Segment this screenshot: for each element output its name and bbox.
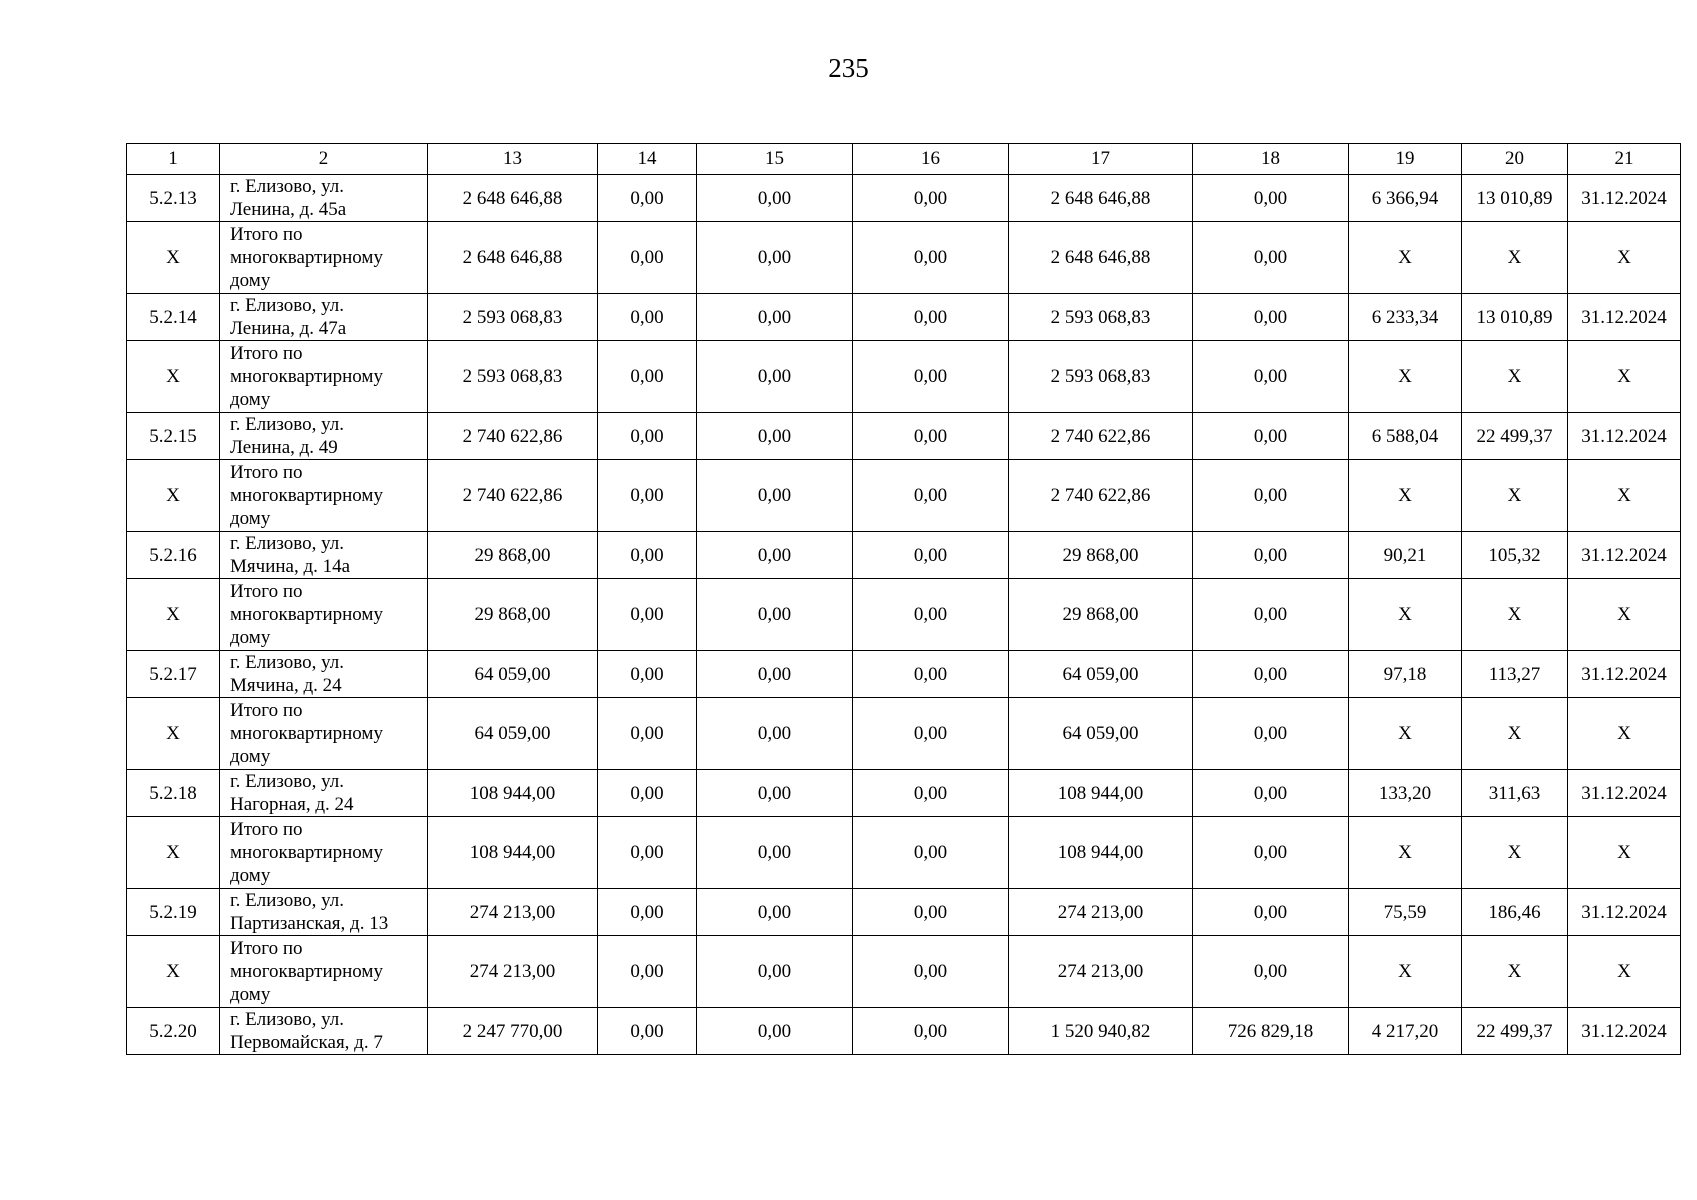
value-cell-17: 274 213,00	[1009, 889, 1193, 936]
value-cell-16: 0,00	[853, 770, 1009, 817]
value-cell-21: 31.12.2024	[1568, 175, 1681, 222]
value-cell-21: X	[1568, 222, 1681, 294]
data-table	[126, 143, 1681, 1055]
value-cell-15: 0,00	[697, 698, 853, 770]
value-cell-20: 311,63	[1462, 770, 1568, 817]
value-cell-21: 31.12.2024	[1568, 294, 1681, 341]
value-cell-14: 0,00	[598, 698, 697, 770]
address-line: дому	[230, 389, 271, 410]
value-cell-20: X	[1462, 817, 1568, 889]
value-cell-20: 22 499,37	[1462, 413, 1568, 460]
value-cell-19: X	[1349, 341, 1462, 413]
row-number-cell: 5.2.15	[127, 413, 220, 460]
value-cell-18: 0,00	[1193, 460, 1349, 532]
value-cell-14: 0,00	[598, 579, 697, 651]
value-cell-18: 0,00	[1193, 175, 1349, 222]
address-line: многоквартирному	[230, 961, 383, 982]
header-cell: 19	[1349, 144, 1462, 175]
row-number-cell: 5.2.18	[127, 770, 220, 817]
address-line: Итого по	[230, 819, 303, 840]
value-cell-17: 29 868,00	[1009, 579, 1193, 651]
value-cell-14: 0,00	[598, 341, 697, 413]
value-cell-16: 0,00	[853, 698, 1009, 770]
value-cell-15: 0,00	[697, 579, 853, 651]
total-row	[127, 341, 1681, 413]
value-cell-20: X	[1462, 341, 1568, 413]
address-cell	[220, 1008, 428, 1055]
table-row	[127, 651, 1681, 698]
address-line: Ленина, д. 45а	[230, 199, 347, 220]
row-number-cell: X	[127, 698, 220, 770]
value-cell-21: 31.12.2024	[1568, 1008, 1681, 1055]
value-cell-15: 0,00	[697, 651, 853, 698]
value-cell-16: 0,00	[853, 413, 1009, 460]
value-cell-18: 0,00	[1193, 532, 1349, 579]
value-cell-17: 2 593 068,83	[1009, 294, 1193, 341]
value-cell-14: 0,00	[598, 817, 697, 889]
value-cell-20: X	[1462, 698, 1568, 770]
address-line: Итого по	[230, 224, 303, 245]
value-cell-21: X	[1568, 579, 1681, 651]
value-cell-19: 6 588,04	[1349, 413, 1462, 460]
address-line: Итого по	[230, 343, 303, 364]
value-cell-14: 0,00	[598, 936, 697, 1008]
address-line: Итого по	[230, 938, 303, 959]
header-cell: 17	[1009, 144, 1193, 175]
table-row	[127, 1008, 1681, 1055]
total-row	[127, 460, 1681, 532]
address-line: г. Елизово, ул.	[230, 1009, 345, 1030]
address-cell	[220, 579, 428, 651]
row-number-cell: 5.2.13	[127, 175, 220, 222]
row-number-cell: X	[127, 341, 220, 413]
value-cell-15: 0,00	[697, 222, 853, 294]
address-line: Итого по	[230, 462, 303, 483]
value-cell-16: 0,00	[853, 889, 1009, 936]
header-cell: 2	[220, 144, 428, 175]
address-line: Итого по	[230, 581, 303, 602]
address-line: дому	[230, 746, 271, 767]
address-line: г. Елизово, ул.	[230, 176, 345, 197]
header-cell: 16	[853, 144, 1009, 175]
total-row	[127, 579, 1681, 651]
header-cell: 21	[1568, 144, 1681, 175]
value-cell-16: 0,00	[853, 222, 1009, 294]
header-cell: 20	[1462, 144, 1568, 175]
value-cell-13: 274 213,00	[428, 889, 598, 936]
value-cell-17: 108 944,00	[1009, 770, 1193, 817]
value-cell-13: 64 059,00	[428, 651, 598, 698]
row-number-cell: 5.2.17	[127, 651, 220, 698]
table-row	[127, 770, 1681, 817]
value-cell-19: X	[1349, 222, 1462, 294]
value-cell-13: 2 593 068,83	[428, 341, 598, 413]
address-line: Мячина, д. 14а	[230, 556, 351, 577]
address-line: г. Елизово, ул.	[230, 771, 345, 792]
value-cell-19: X	[1349, 460, 1462, 532]
value-cell-13: 64 059,00	[428, 698, 598, 770]
address-line: Мячина, д. 24	[230, 675, 342, 696]
table-body	[127, 144, 1681, 1055]
address-line: г. Елизово, ул.	[230, 533, 345, 554]
value-cell-14: 0,00	[598, 175, 697, 222]
value-cell-15: 0,00	[697, 889, 853, 936]
address-line: многоквартирному	[230, 366, 383, 387]
value-cell-21: 31.12.2024	[1568, 413, 1681, 460]
value-cell-17: 64 059,00	[1009, 651, 1193, 698]
value-cell-16: 0,00	[853, 460, 1009, 532]
value-cell-20: X	[1462, 222, 1568, 294]
row-number-cell: X	[127, 579, 220, 651]
value-cell-15: 0,00	[697, 532, 853, 579]
value-cell-19: 97,18	[1349, 651, 1462, 698]
address-cell	[220, 532, 428, 579]
value-cell-18: 726 829,18	[1193, 1008, 1349, 1055]
value-cell-16: 0,00	[853, 651, 1009, 698]
value-cell-21: X	[1568, 460, 1681, 532]
row-number-cell: X	[127, 460, 220, 532]
address-line: Первомайская, д. 7	[230, 1032, 383, 1053]
address-line: Ленина, д. 47а	[230, 318, 347, 339]
header-cell: 14	[598, 144, 697, 175]
value-cell-16: 0,00	[853, 532, 1009, 579]
value-cell-13: 2 648 646,88	[428, 222, 598, 294]
address-cell	[220, 770, 428, 817]
value-cell-14: 0,00	[598, 1008, 697, 1055]
value-cell-21: X	[1568, 817, 1681, 889]
address-cell	[220, 936, 428, 1008]
value-cell-21: X	[1568, 698, 1681, 770]
value-cell-20: X	[1462, 936, 1568, 1008]
value-cell-18: 0,00	[1193, 889, 1349, 936]
value-cell-17: 2 593 068,83	[1009, 341, 1193, 413]
value-cell-17: 2 648 646,88	[1009, 222, 1193, 294]
value-cell-19: 4 217,20	[1349, 1008, 1462, 1055]
value-cell-18: 0,00	[1193, 222, 1349, 294]
value-cell-16: 0,00	[853, 341, 1009, 413]
value-cell-14: 0,00	[598, 222, 697, 294]
row-number-cell: 5.2.14	[127, 294, 220, 341]
value-cell-18: 0,00	[1193, 579, 1349, 651]
value-cell-20: 13 010,89	[1462, 175, 1568, 222]
value-cell-15: 0,00	[697, 770, 853, 817]
address-line: дому	[230, 627, 271, 648]
header-row	[127, 144, 1681, 175]
value-cell-15: 0,00	[697, 294, 853, 341]
value-cell-19: 6 233,34	[1349, 294, 1462, 341]
header-cell: 15	[697, 144, 853, 175]
address-line: дому	[230, 508, 271, 529]
table-row	[127, 889, 1681, 936]
value-cell-14: 0,00	[598, 770, 697, 817]
value-cell-18: 0,00	[1193, 698, 1349, 770]
value-cell-21: X	[1568, 341, 1681, 413]
value-cell-18: 0,00	[1193, 817, 1349, 889]
total-row	[127, 817, 1681, 889]
value-cell-14: 0,00	[598, 294, 697, 341]
address-line: многоквартирному	[230, 604, 383, 625]
value-cell-20: 105,32	[1462, 532, 1568, 579]
value-cell-14: 0,00	[598, 532, 697, 579]
value-cell-19: 90,21	[1349, 532, 1462, 579]
address-cell	[220, 817, 428, 889]
value-cell-17: 29 868,00	[1009, 532, 1193, 579]
table-row	[127, 175, 1681, 222]
value-cell-13: 2 247 770,00	[428, 1008, 598, 1055]
value-cell-21: 31.12.2024	[1568, 651, 1681, 698]
value-cell-17: 108 944,00	[1009, 817, 1193, 889]
value-cell-18: 0,00	[1193, 770, 1349, 817]
value-cell-18: 0,00	[1193, 936, 1349, 1008]
address-cell	[220, 294, 428, 341]
row-number-cell: 5.2.20	[127, 1008, 220, 1055]
value-cell-15: 0,00	[697, 341, 853, 413]
value-cell-18: 0,00	[1193, 651, 1349, 698]
value-cell-17: 274 213,00	[1009, 936, 1193, 1008]
row-number-cell: X	[127, 817, 220, 889]
value-cell-19: 133,20	[1349, 770, 1462, 817]
value-cell-15: 0,00	[697, 1008, 853, 1055]
address-line: г. Елизово, ул.	[230, 295, 345, 316]
value-cell-20: 186,46	[1462, 889, 1568, 936]
value-cell-17: 2 740 622,86	[1009, 413, 1193, 460]
address-line: Нагорная, д. 24	[230, 794, 354, 815]
value-cell-13: 29 868,00	[428, 532, 598, 579]
total-row	[127, 698, 1681, 770]
address-cell	[220, 651, 428, 698]
row-number-cell: X	[127, 936, 220, 1008]
value-cell-20: 113,27	[1462, 651, 1568, 698]
value-cell-16: 0,00	[853, 579, 1009, 651]
value-cell-14: 0,00	[598, 413, 697, 460]
value-cell-18: 0,00	[1193, 294, 1349, 341]
value-cell-15: 0,00	[697, 175, 853, 222]
table-row	[127, 294, 1681, 341]
value-cell-19: X	[1349, 817, 1462, 889]
header-cell: 1	[127, 144, 220, 175]
value-cell-21: X	[1568, 936, 1681, 1008]
value-cell-20: X	[1462, 579, 1568, 651]
address-line: Партизанская, д. 13	[230, 913, 389, 934]
address-line: г. Елизово, ул.	[230, 414, 345, 435]
value-cell-16: 0,00	[853, 817, 1009, 889]
value-cell-14: 0,00	[598, 460, 697, 532]
value-cell-19: X	[1349, 936, 1462, 1008]
address-cell	[220, 460, 428, 532]
value-cell-20: 22 499,37	[1462, 1008, 1568, 1055]
value-cell-19: X	[1349, 579, 1462, 651]
value-cell-13: 274 213,00	[428, 936, 598, 1008]
value-cell-13: 2 740 622,86	[428, 413, 598, 460]
total-row	[127, 936, 1681, 1008]
row-number-cell: X	[127, 222, 220, 294]
value-cell-20: X	[1462, 460, 1568, 532]
address-cell	[220, 222, 428, 294]
value-cell-14: 0,00	[598, 889, 697, 936]
address-cell	[220, 889, 428, 936]
value-cell-17: 1 520 940,82	[1009, 1008, 1193, 1055]
value-cell-13: 108 944,00	[428, 770, 598, 817]
address-line: многоквартирному	[230, 247, 383, 268]
value-cell-16: 0,00	[853, 936, 1009, 1008]
value-cell-17: 64 059,00	[1009, 698, 1193, 770]
value-cell-21: 31.12.2024	[1568, 770, 1681, 817]
address-cell	[220, 698, 428, 770]
value-cell-18: 0,00	[1193, 413, 1349, 460]
address-line: дому	[230, 984, 271, 1005]
value-cell-13: 2 740 622,86	[428, 460, 598, 532]
address-line: дому	[230, 865, 271, 886]
value-cell-20: 13 010,89	[1462, 294, 1568, 341]
value-cell-18: 0,00	[1193, 341, 1349, 413]
value-cell-13: 29 868,00	[428, 579, 598, 651]
row-number-cell: 5.2.19	[127, 889, 220, 936]
value-cell-14: 0,00	[598, 651, 697, 698]
address-line: Ленина, д. 49	[230, 437, 338, 458]
value-cell-16: 0,00	[853, 175, 1009, 222]
value-cell-15: 0,00	[697, 936, 853, 1008]
value-cell-15: 0,00	[697, 460, 853, 532]
value-cell-15: 0,00	[697, 817, 853, 889]
table-row	[127, 413, 1681, 460]
address-line: г. Елизово, ул.	[230, 890, 345, 911]
address-line: дому	[230, 270, 271, 291]
page-number: 235	[828, 53, 869, 83]
address-cell	[220, 413, 428, 460]
value-cell-19: 75,59	[1349, 889, 1462, 936]
value-cell-13: 2 593 068,83	[428, 294, 598, 341]
value-cell-21: 31.12.2024	[1568, 532, 1681, 579]
address-line: Итого по	[230, 700, 303, 721]
address-cell	[220, 341, 428, 413]
address-cell	[220, 175, 428, 222]
table-row	[127, 532, 1681, 579]
address-line: г. Елизово, ул.	[230, 652, 345, 673]
value-cell-13: 108 944,00	[428, 817, 598, 889]
value-cell-13: 2 648 646,88	[428, 175, 598, 222]
value-cell-19: X	[1349, 698, 1462, 770]
address-line: многоквартирному	[230, 842, 383, 863]
value-cell-21: 31.12.2024	[1568, 889, 1681, 936]
value-cell-15: 0,00	[697, 413, 853, 460]
header-cell: 13	[428, 144, 598, 175]
address-line: многоквартирному	[230, 723, 383, 744]
row-number-cell: 5.2.16	[127, 532, 220, 579]
value-cell-17: 2 740 622,86	[1009, 460, 1193, 532]
header-cell: 18	[1193, 144, 1349, 175]
value-cell-16: 0,00	[853, 1008, 1009, 1055]
value-cell-16: 0,00	[853, 294, 1009, 341]
value-cell-17: 2 648 646,88	[1009, 175, 1193, 222]
address-line: многоквартирному	[230, 485, 383, 506]
total-row	[127, 222, 1681, 294]
value-cell-19: 6 366,94	[1349, 175, 1462, 222]
